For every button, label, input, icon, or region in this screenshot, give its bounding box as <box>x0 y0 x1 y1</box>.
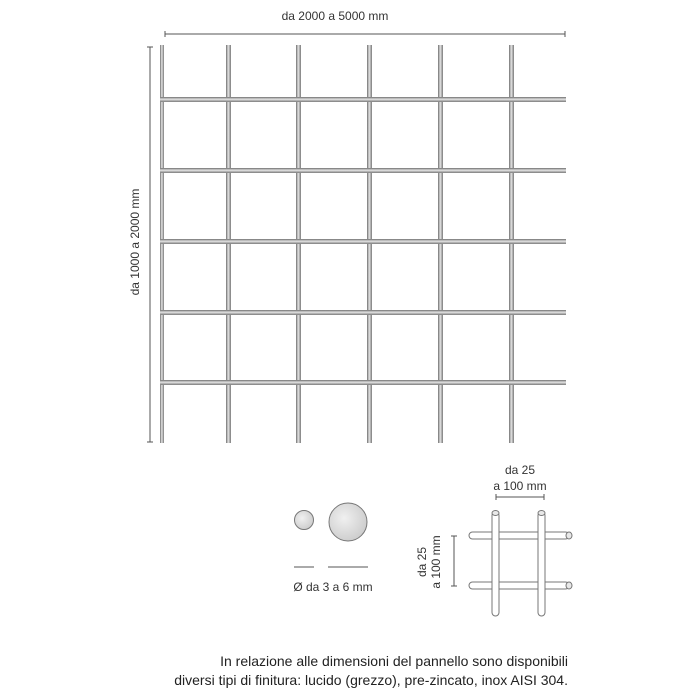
vertical-spacing-line2: a 100 mm <box>429 535 443 589</box>
height-dimension-line <box>147 47 153 442</box>
width-dimension-line <box>165 31 565 37</box>
horizontal-spacing-line2: a 100 mm <box>493 479 547 493</box>
horizontal-wire <box>160 97 566 102</box>
height-dimension-label: da 1000 a 2000 mm <box>128 188 142 296</box>
vertical-spacing-label <box>415 535 443 588</box>
horizontal-wire <box>160 239 566 244</box>
caption-line-1: In relazione alle dimensioni del pannello sono disponibili <box>220 653 568 669</box>
horizontal-wire <box>160 168 566 173</box>
wire-section-large <box>329 503 367 541</box>
caption-line-2: diversi tipi di finitura: lucido (grezzo), pre-zincato, inox AISI 304. <box>174 672 568 688</box>
mesh-horizontal-wires <box>160 97 566 385</box>
wire-section-small <box>295 511 314 530</box>
horizontal-spacing-line1: da 25 <box>504 463 536 477</box>
vertical-spacing-line1: da 25 <box>415 546 429 578</box>
spacing-detail <box>451 494 572 616</box>
horizontal-wire <box>160 310 566 315</box>
finish-caption <box>8 652 568 690</box>
horizontal-wire <box>160 380 566 385</box>
wire-diameter-label: Ø da 3 a 6 mm <box>293 580 373 594</box>
horizontal-spacing-label <box>493 462 546 494</box>
width-dimension-label: da 2000 a 5000 mm <box>281 9 389 23</box>
